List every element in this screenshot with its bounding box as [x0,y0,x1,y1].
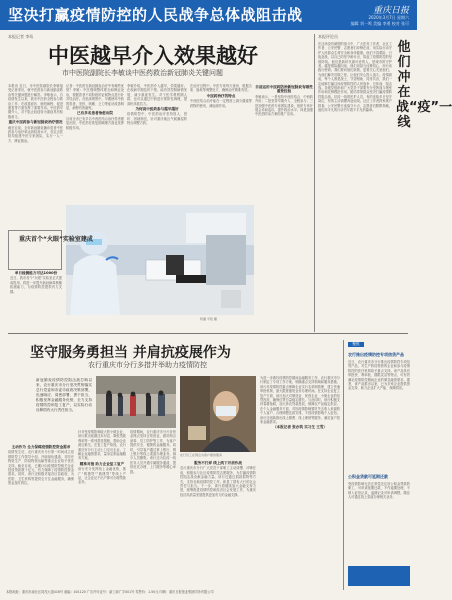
sidebar-box-head: 重庆首个“火眼”实验室建成 [19,236,93,243]
lead-column-3: 李敏介绍，中医药介入越早，效果越好。在疾病早期及时干预，能有效控制病情发展，减少重症发生。对于医学观察期人群，也可以通过中药进行预防性调理，提高机体抵抗力。 为何说中医药参与越早越好 疫情防控中，中医药治疗坚持因人、因时、因地制宜，针对重庆地区气候潮湿的特点调整方药。 [127,84,187,126]
sidebar-box-sub: 单日检测能力可达1000份 [14,271,58,275]
lab-photo-caption: 特邀 平报 摄 [200,317,217,321]
column-divider [314,34,315,332]
vertical-title: 他们冲在战“疫”一线 [396,40,452,130]
lead-section-title-3: 为何说中医药参与越早越好 [135,107,179,112]
sidebar-kicker: 本报评论员 [318,34,338,39]
lead-section-title: 重庆中医药参与新冠肺炎治疗情况 [8,120,63,125]
lead-section-title-4: 中医药治疗的特点 [206,93,236,98]
second-subhead: 农行重庆市分行多措并举助力疫情防控 [88,361,207,369]
portrait-caption: 农行员工在网点为客户提供服务 [180,453,223,457]
side-tag: 聚焦 [348,342,364,347]
lead-kicker: 本报记者 李珩 [8,34,34,39]
second-column-5: 为进一步做好疫情防控期间金融服务工作，农行重庆市分行制定了专项工作方案，明确重点支持领域和服务措施。该行对疫情防控重点保障企业实行名单制管理，建立快速审批机制，最大限度缩短业务办理时间。在支持企业复工复产方面，该行加大对制造业、民营企业、小微企业的信贷投放，确保信贷总量稳定增长。与此同时，该行积极支持春耕备耕，加大涉农贷款投放，保障农产品稳定供应。在个人金融服务方面，对因疫情影响暂时失去收入来源的个人客户，合理调整还款安排，不因疫情影响个人征信。该行还创新推出线上缴费、线上理财等服务，满足客户居家金融需求。 （本报记者 张亦筑 实习生 王雪） [260,376,340,430]
second-column-1: 主动作为 全力保障疫情防控资金需求 疫情发生后，农行重庆市分行第一时间成立疫情防控工作领导小组，开辟绿色通道，对医疗物资生产、防疫物资运输等重点企业给予优先支持。截至目前，已累计向疫情防控相关企业投放贷款数十亿元，有力保障了疫情防控资金需求。同时，该行还积极对接各区县政府，为医院、卫生机构等提供全方位金融服务，确保资金及时到位。 [8,445,74,486]
lead-column-5: 目前运用中医药防治新冠肺炎有哪些重要经验 李敏表示，一是坚持中西医结合、中西药并用；二是坚持早期介入、全程参与；三是加强中医药专家团队建设，组织专家开展会诊和巡诊，提升救治水平；四是加强中医药防治方案的推广应用。 [255,85,313,117]
portrait-photo-image [180,376,256,452]
street-photo-image [96,376,176,428]
newspaper-logo: 重庆日报 [372,6,409,16]
sidebar-box-text: 单日检测能力可达1000份 近日，我市首个“火眼”实验室正式建成投用，将进一步提升新冠病毒核酸检测能力，为疫情防控提供有力支撑。 [10,271,62,294]
side-head-2: 公积金贷款可延期还款 [348,474,388,479]
second-sub-2: 精准对接 助力企业复工复产 [79,461,125,466]
second-column-2: 针对受疫情影响较大的小微企业，该行推出延期还本付息、降低贷款利率等一系列帮扶措施，帮助企业渡过难关。在复工复产阶段，农行重庆市分行主动上门走访企业，了解企业融资需求，量身定制金融服务方案。 精准对接 助力企业复工复产 该行充分发挥线上金融优势，推广“网捷贷”“微捷贷”等线上产品，让企业足不出户即可办理贷款业务。 [78,430,126,485]
lead-headline: 中医越早介入效果越好 [48,44,258,68]
second-headline: 坚守服务勇担当 并肩抗疫展作为 [30,345,231,361]
lead-section-title-2: 已有多名患者治愈出院 [77,111,113,116]
side-ad-box [348,566,410,586]
lead-column-1: 本报讯 近日，市中医院副院长李敏接受记者采访，就中医药参与新冠肺炎救治等关键问题进行解答。李敏表示，自疫情发生以来，我市中医药全程参与救治工作，在改善症状、缩短病程、促进康复等方面发挥了重要作用。中医药早期介入，对于阻止轻症转为重症具有积极意义。 重庆中医药参与新冠肺炎治疗情况 截至目前，全市新冠肺炎确诊患者中医药参与治疗率达到较高水平，各定点医院均组建中医专家团队，实行一人一方、辨证施治。 [8,84,63,143]
laboratory-photo-image [66,205,254,315]
second-column-3: 疫情期间，农行重庆市分行各营业网点坚持正常营业，做好网点消毒、员工防护等工作，为客户提供安全、便捷的金融服务。同时，引导客户通过掌上银行、网上银行等线上渠道办理业务，减少人员聚集。该行还为抗疫一线医务人员开通专属服务通道，提供优先办理、上门服务等暖心举措。 [130,430,176,474]
second-column-divider [343,340,344,590]
second-bottom-note: （本报记者 张亦筑 实习生 王雪） [272,425,328,430]
street-service-photo [96,376,176,428]
masked-worker-photo [180,376,256,452]
laboratory-photo [66,205,254,315]
second-sub-3: 服务不打烊 线上线下并肩作战 [194,461,242,465]
lead-column-2: 记者：中医药在新冠肺炎治疗中有哪些优势？李敏：中医强调整体观念和辨证论治，根据患者不同阶段的证候特点进行针对性治疗。在临床观察中，早期使用中药的患者，发热、咳嗽、乏力等症状改善明显，病程有所缩短。 已有多名患者治愈出院 目前全市已有多名中西医结合治疗患者康复出院，中医药在恢复期调理方面也发挥积极作用。 [66,84,124,130]
second-sub-1: 主动作为 全力保障疫情防控资金需求 [11,445,71,449]
banner-title: 坚决打赢疫情防控的人民战争总体战阻击战 [8,6,303,24]
lead-section-title-5: 目前运用中医药防治新冠肺炎有哪些重要经验 [255,85,313,94]
lead-column-4: 在治疗过程中，中医专家每天查房，根据舌象、脉象等调整处方，确保治疗精准有效。 中医药治疗的特点 中西医结合治疗能在一定程度上减少激素等药物的使用，减轻副作用。 [190,84,252,108]
side-column-1: 近日，农行重庆市分行推出疫情防控专项信贷产品，对生产防疫物资的企业和参与疫情防控的医疗机构给予重点支持。该产品具有审批快、利率低、期限灵活等特点，可有效满足疫情防控期间企业的紧急融资需求。据悉，该产品推出以来，已为多家企业提供资金支持，助力企业扩大产能、保障供应。 [348,360,410,391]
second-column-4: 服务不打烊 线上线下并肩作战 农行重庆市分行广大党员干部职工主动请缨、冲锋在前，积极参与社区疫情防控志愿服务，为打赢疫情防控阻击战贡献金融力量。该行还通过捐款捐物等方式，支持各地疫情防控工作，彰显了国有大行的社会责任与担当。下一步，该行将继续加大金融支持力度，统筹推进疫情防控和经济社会发展工作，为重庆经济高质量发展提供更加有力的金融支撑。 [180,461,256,497]
section-divider [8,333,408,334]
editor-credits: 编辑 刘一鸣 美编 李勇 校对 张可 [350,21,409,26]
side-head: 农行推出疫情防控专项信贷产品 [348,352,404,357]
issue-date: 2020年3月7日 星期六 [368,15,409,20]
second-intro: 新冠肺炎疫情防控阻击战打响以来，农行重庆市分行坚决贯彻落实总行党委和市委市政府决策部署，迅速响应、周密部署、勇于担当，积极发挥金融服务优势，全力支持疫情防控和复工复产，以实际行动诠释国有大行责任担当。 [36,378,92,412]
side-column-2: 受疫情影响无法正常偿还住房公积金贷款的职工，可申请延期还款，不作逾期处理，不纳入征信记录，逾期记录可申请调整。缴存人可通过线上渠道办理相关业务。 [348,482,410,500]
page-footer: 本报地址：重庆市渝北区同茂大道416号 邮编：401120 广告许可证号：渝工商广字001号 零售价：1.50元 印刷：重庆日报报业集团印务有限公司 [6,590,214,594]
top-banner [0,0,417,30]
sidebar-box [8,230,93,270]
lead-subhead: 市中医院副院长李敏谈中医药救治新冠肺炎关键问题 [62,69,223,77]
sidebar-column-text: 在这场没有硝烟的战斗中，广大医务工作者、社区工作者、公安民警、志愿者们冲锋在前，用实际行动守护人民群众生命安全和身体健康。他们不畏艰险、日夜奋战，以自己的坚守和付出，筑起了疫情防控的坚固防线。他们是新时代最可爱的人，是城市的守护者。越是艰险越向前，他们用担当诠释初心，用行动践行使命。我们要向他们致敬，更要关心关爱他们，为他们解决后顾之忧，让他们安心投入战斗。疫情面前，每个人都是战士，守望相助、同舟共济，我们一定能够打赢这场疫情防控的人民战争、总体战、阻击战。各级党组织和广大党员干部要充分发挥战斗堡垒作用和先锋模范作用，团结带领群众坚决打赢疫情防控阻击战。抗疫一线的医护人员，有的连续多日坚守岗位，有的主动请缨奔赴前线。社区工作者挨家挨户排查，公安民警日夜值守卡点，志愿者们默默奉献。他们用平凡的行动书写着不平凡的篇章。 [318,42,392,113]
